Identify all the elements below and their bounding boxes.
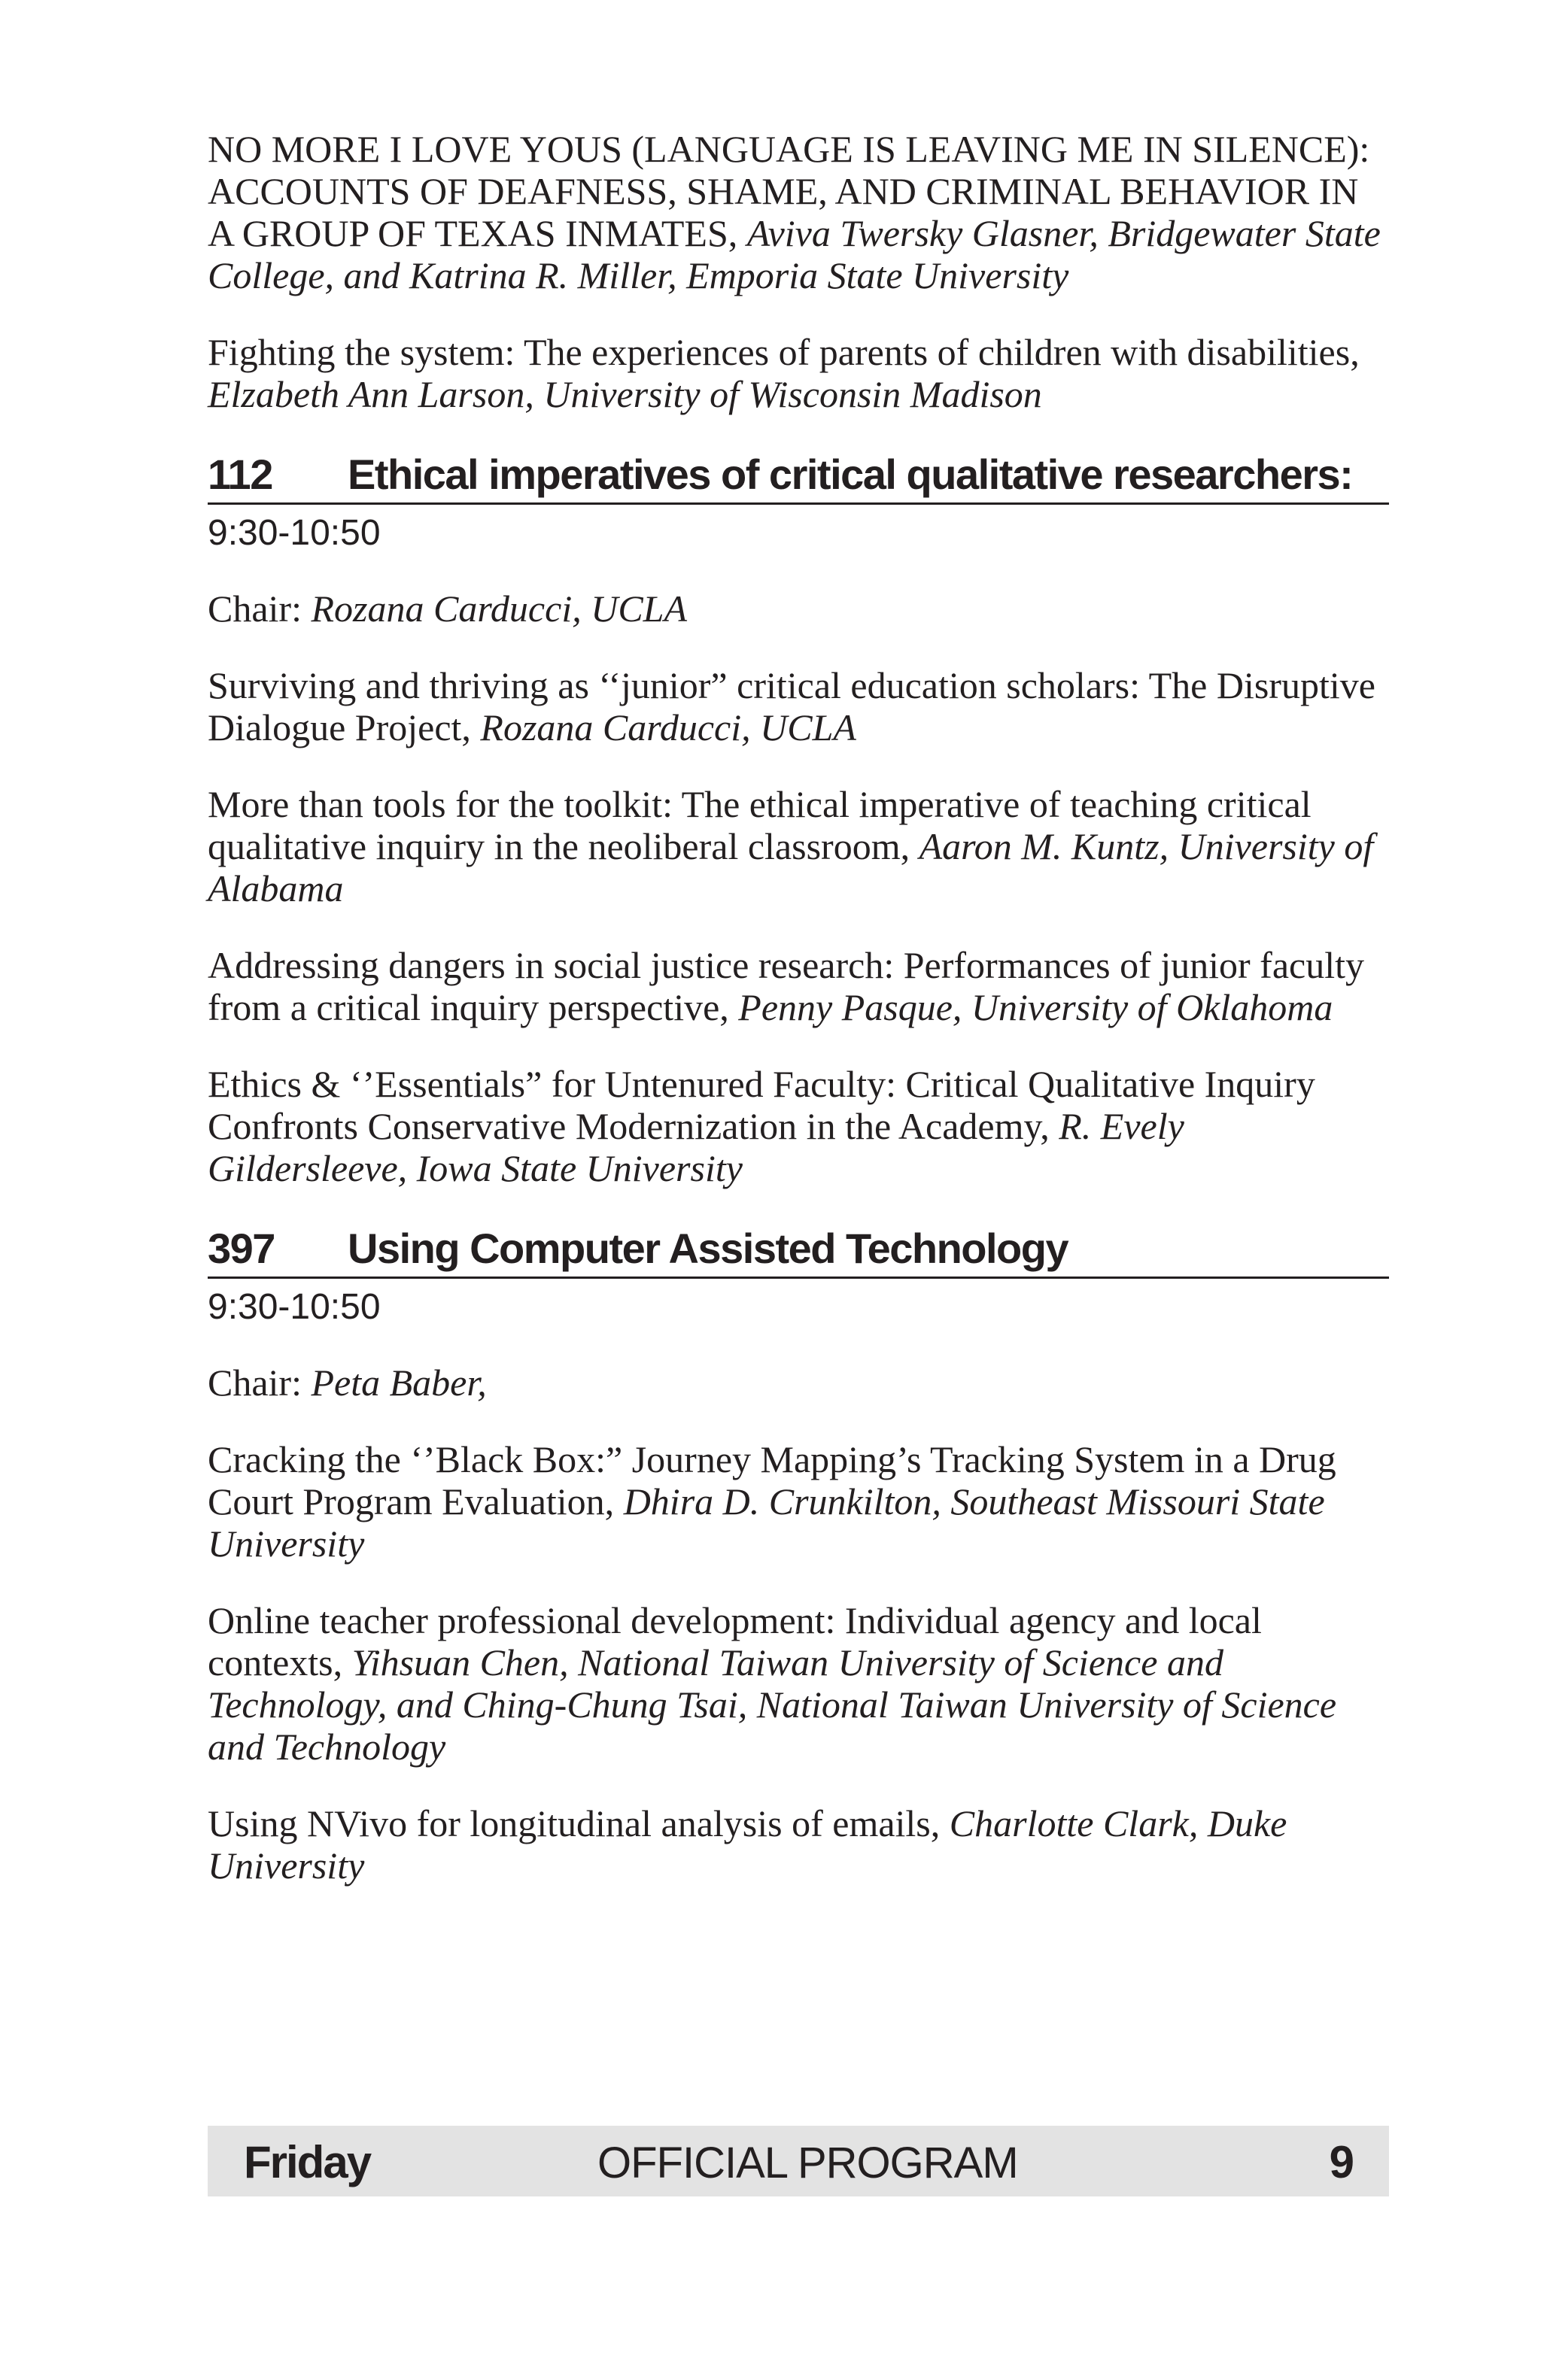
chair-label: Chair: [208, 587, 302, 630]
session-title: Using Computer Assisted Technology [348, 1225, 1068, 1272]
paper-authors: Rozana Carducci, UCLA [480, 706, 856, 748]
session-header [208, 450, 1389, 505]
session-title: Ethical imperatives of critical qualitative researchers: [348, 451, 1353, 498]
paper-title: Fighting the system: The experiences of parents of children with disabilities, [208, 331, 1360, 373]
session-time: 9:30-10:50 [208, 513, 381, 553]
session-397 [208, 1224, 1389, 1887]
session-time: 9:30-10:50 [208, 1287, 381, 1327]
paper-title: Surviving and thriving as ‘‘junior” critical education scholars: The Disruptive Dialogue Project, [208, 664, 1375, 748]
footer-title: OFFICIAL PROGRAM [597, 2139, 1018, 2187]
paper-entry [208, 783, 1389, 909]
paper-entry [208, 1438, 1389, 1565]
program-page [208, 128, 1389, 1921]
paper-entry [208, 331, 1389, 415]
paper-entry [208, 1063, 1389, 1189]
footer-day: Friday [244, 2137, 371, 2187]
paper-authors: Charlotte Clark, Duke University [208, 1802, 1287, 1887]
chair-label: Chair: [208, 1362, 302, 1404]
paper-authors: Aviva Twersky Glasner, Bridgewater State College, and Katrina R. Miller, Emporia State University [208, 212, 1381, 296]
paper-title: More than tools for the toolkit: The ethical imperative of teaching critical qualitative inquiry in the neoliberal classroom, [208, 783, 1312, 867]
paper-title: NO MORE I LOVE YOUS (LANGUAGE IS LEAVING ME IN SILENCE): ACCOUNTS OF DEAFNESS, SHAME, AND CRIMINAL BEHAVIOR IN A GROUP OF TEXAS INMATES, [208, 128, 1370, 254]
paper-entry [208, 1802, 1389, 1887]
paper-title: Addressing dangers in social justice research: Performances of junior faculty from a critical inquiry perspective, [208, 944, 1364, 1028]
paper-entry [208, 944, 1389, 1028]
paper-title: Online teacher professional development: Individual agency and local contexts, [208, 1599, 1262, 1683]
page-number: 9 [1329, 2137, 1354, 2187]
session-112 [208, 450, 1389, 1189]
paper-entry [208, 128, 1389, 296]
page-footer [208, 2126, 1389, 2196]
paper-entry [208, 664, 1389, 748]
session-chair [208, 587, 1389, 630]
session-header [208, 1224, 1389, 1279]
chair-name: Rozana Carducci, UCLA [311, 587, 688, 630]
session-chair [208, 1362, 1389, 1404]
paper-title: Ethics & ‘’Essentials” for Untenured Faculty: Critical Qualitative Inquiry Confronts Conservative Modernization in the Academy, [208, 1063, 1315, 1147]
paper-authors: Dhira D. Crunkilton, Southeast Missouri State University [208, 1480, 1325, 1565]
session-number: 397 [208, 1225, 275, 1272]
paper-authors: R. Evely Gildersleeve, Iowa State University [208, 1105, 1184, 1189]
paper-authors: Yihsuan Chen, National Taiwan University of Science and Technology, and Ching-Chung Tsai, National Taiwan University of Science and Technology [208, 1641, 1337, 1768]
paper-title: Using NVivo for longitudinal analysis of emails, [208, 1802, 941, 1844]
paper-authors: Penny Pasque, University of Oklahoma [738, 986, 1333, 1028]
paper-entry [208, 1599, 1389, 1768]
session-number: 112 [208, 451, 272, 498]
chair-name: Peta Baber, [311, 1362, 487, 1404]
paper-title: Cracking the ‘’Black Box:” Journey Mapping’s Tracking System in a Drug Court Program Evaluation, [208, 1438, 1336, 1522]
paper-authors: Elzabeth Ann Larson, University of Wisconsin Madison [208, 373, 1042, 415]
paper-authors: Aaron M. Kuntz, University of Alabama [208, 825, 1374, 909]
